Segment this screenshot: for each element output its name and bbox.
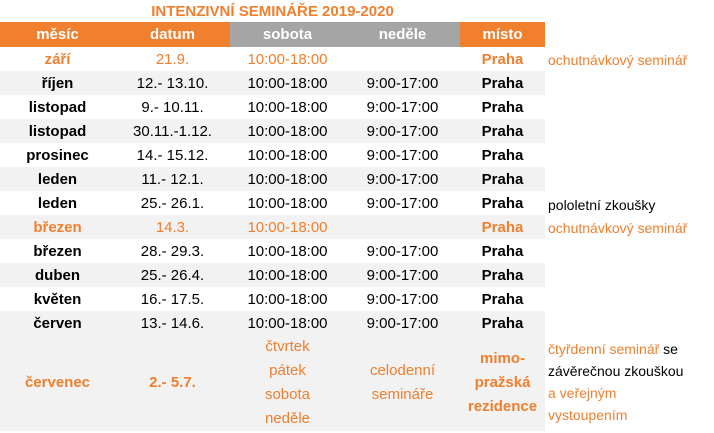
cell-mesic: březen	[33, 242, 82, 260]
cell-misto: Praha	[460, 119, 545, 143]
cell-nedele	[345, 215, 460, 239]
cell-misto: Praha	[481, 98, 524, 116]
day-line: čtvrtek	[265, 338, 310, 355]
table-header	[0, 22, 545, 47]
cell-mesic: říjen	[0, 71, 115, 95]
cell-nedele: 9:00-17:00	[345, 71, 460, 95]
cell-nedele: 9:00-17:00	[366, 242, 439, 260]
cell-place	[460, 335, 545, 431]
cell-datum: 21.9.	[155, 50, 190, 68]
cell-mesic: červen	[0, 311, 115, 335]
table-row	[0, 71, 545, 95]
cell-datum: 11.- 12.1.	[115, 167, 230, 191]
cell-datum: 28.- 29.3.	[140, 242, 205, 260]
cell-datum: 9.- 10.11.	[141, 98, 204, 116]
seminar-schedule-table	[0, 22, 545, 431]
cell-misto: Praha	[481, 146, 524, 164]
header-mesic: měsíc	[0, 22, 115, 47]
cell-datum: 2.- 5.7.	[115, 335, 230, 431]
cell-mesic: listopad	[0, 119, 115, 143]
note-line: čtyřdenní seminář	[548, 341, 660, 357]
cell-sobota: 10:00-18:00	[230, 119, 345, 143]
table-row	[0, 215, 545, 239]
cell-sobota: 10:00-18:00	[230, 311, 345, 335]
page-title: INTENZIVNÍ SEMINÁŘE 2019-2020	[151, 3, 394, 20]
cell-mesic: prosinec	[26, 146, 89, 164]
cell-misto: Praha	[481, 242, 524, 260]
cell-misto: Praha	[460, 311, 545, 335]
cell-datum: 30.11.-1.12.	[115, 119, 230, 143]
table-row	[0, 95, 545, 119]
day-line: neděle	[264, 410, 311, 427]
note-line: vystoupením	[548, 407, 628, 423]
cell-mesic: březen	[0, 215, 115, 239]
cell-nedele: 9:00-17:00	[345, 119, 460, 143]
cell-mesic: červenec	[0, 335, 115, 431]
cell-nedele: 9:00-17:00	[345, 311, 460, 335]
note-semester-exams: pololetní zkoušky	[548, 197, 656, 213]
cell-datum: 14.- 15.12.	[136, 146, 209, 164]
table-row	[0, 47, 545, 71]
cell-datum: 25.- 26.4.	[115, 263, 230, 287]
cell-mesic: listopad	[28, 98, 87, 116]
cell-sobota: 10:00-18:00	[247, 290, 328, 308]
cell-mesic: leden	[37, 194, 78, 212]
note-tasting-seminar: ochutnávkový seminář	[548, 220, 688, 236]
place-line: pražská	[474, 374, 531, 391]
place-line: mimo-	[480, 350, 525, 367]
cell-sobota: 10:00-18:00	[230, 263, 345, 287]
cell-nedele: 9:00-17:00	[366, 146, 439, 164]
header-nedele: neděle	[345, 22, 460, 47]
table-row	[0, 287, 545, 311]
cell-nedele: 9:00-17:00	[366, 194, 439, 212]
table-row	[0, 143, 545, 167]
seminar-line: celodenní	[369, 362, 436, 379]
note-residence	[548, 338, 714, 426]
cell-sobota: 10:00-18:00	[247, 98, 328, 116]
cell-misto: Praha	[481, 50, 524, 68]
table-row-residence	[0, 335, 545, 431]
note-line: a veřejným	[548, 385, 617, 401]
cell-sobota: 10:00-18:00	[230, 71, 345, 95]
day-line: pátek	[269, 362, 306, 379]
cell-misto: Praha	[481, 194, 524, 212]
cell-datum: 16.- 17.5.	[140, 290, 205, 308]
cell-misto: Praha	[460, 71, 545, 95]
table-row	[0, 263, 545, 287]
note-line: se	[659, 341, 678, 357]
cell-datum: 12.- 13.10.	[115, 71, 230, 95]
cell-misto: Praha	[460, 215, 545, 239]
cell-days	[230, 335, 345, 431]
cell-misto: Praha	[460, 167, 545, 191]
cell-mesic: leden	[0, 167, 115, 191]
table-row	[0, 239, 545, 263]
header-sobota: sobota	[230, 22, 345, 47]
cell-sobota: 10:00-18:00	[230, 215, 345, 239]
cell-sobota: 10:00-18:00	[247, 146, 328, 164]
cell-nedele: 9:00-17:00	[366, 290, 439, 308]
cell-misto: Praha	[460, 263, 545, 287]
cell-sobota: 10:00-18:00	[247, 194, 328, 212]
header-misto: místo	[460, 22, 545, 47]
cell-mesic: duben	[0, 263, 115, 287]
cell-datum: 14.3.	[115, 215, 230, 239]
header-datum: datum	[115, 22, 230, 47]
cell-nedele	[345, 47, 460, 71]
cell-datum: 25.- 26.1.	[140, 194, 205, 212]
cell-mesic: září	[44, 50, 71, 68]
table-row	[0, 167, 545, 191]
cell-nedele: 9:00-17:00	[345, 263, 460, 287]
cell-sobota: 10:00-18:00	[247, 50, 328, 68]
cell-sobota: 10:00-18:00	[230, 167, 345, 191]
cell-sobota: 10:00-18:00	[247, 242, 328, 260]
table-row	[0, 311, 545, 335]
table-row	[0, 191, 545, 215]
table-row	[0, 119, 545, 143]
cell-seminars	[345, 335, 460, 431]
place-line: rezidence	[467, 398, 538, 415]
day-line: sobota	[264, 386, 311, 403]
cell-nedele: 9:00-17:00	[345, 167, 460, 191]
seminar-line: semináře	[371, 386, 434, 403]
note-line: závěrečnou zkouškou	[548, 363, 684, 379]
cell-datum: 13.- 14.6.	[115, 311, 230, 335]
note-tasting-seminar: ochutnávkový seminář	[548, 52, 688, 68]
cell-misto: Praha	[481, 290, 524, 308]
cell-mesic: květen	[33, 290, 82, 308]
cell-nedele: 9:00-17:00	[366, 98, 439, 116]
